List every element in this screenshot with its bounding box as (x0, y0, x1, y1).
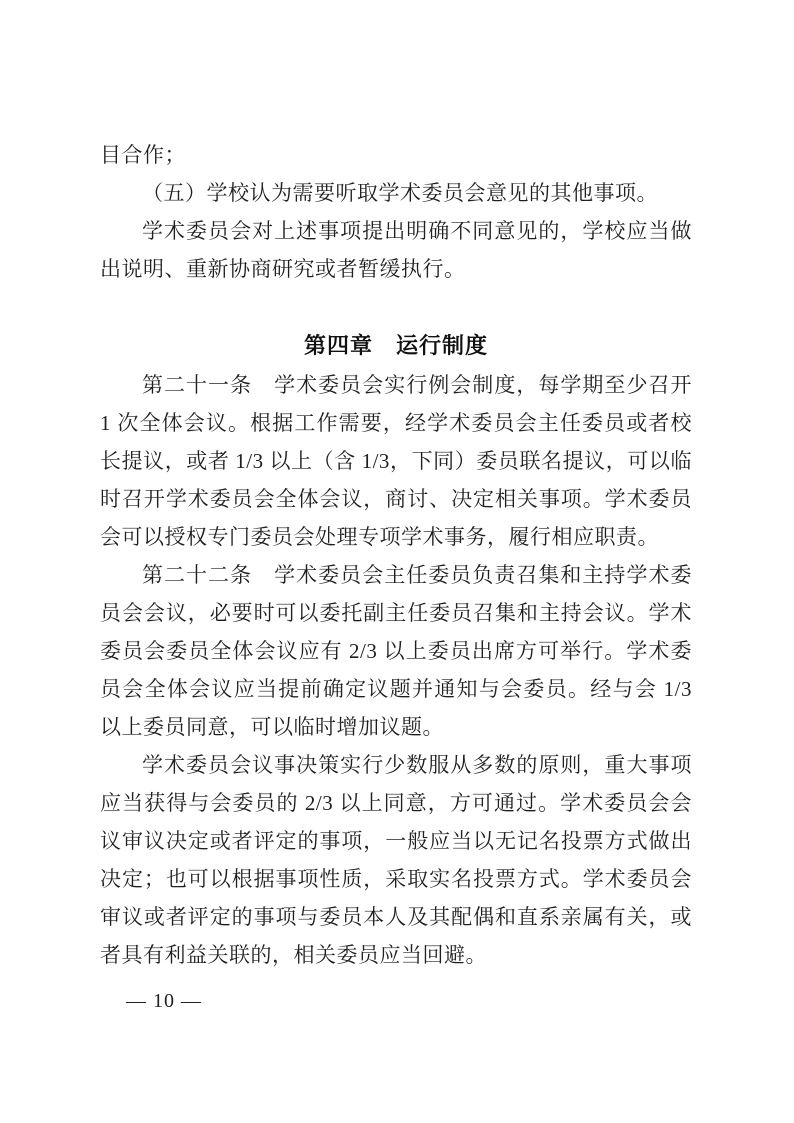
list-item-5: （五）学校认为需要听取学术委员会意见的其他事项。 (142, 181, 658, 205)
document-body (100, 136, 692, 974)
article-22-paragraph: 第二十二条 学术委员会主任委员负责召集和主持学术委员会会议，必要时可以委托副主任委员召集和主持会议。学术委员会委员全体会议应有 2/3 以上委员出席方可举行。学术委员会全体会议应当提前确定议题并通知与会委员。经与会 1/3 以上委员同意，可以临时增加议题。 (100, 563, 692, 739)
disagreement-paragraph: 学术委员会对上述事项提出明确不同意见的，学校应当做出说明、重新协商研究或者暂缓执行。 (100, 219, 692, 281)
page-number: — 10 — (126, 990, 202, 1012)
continuation-line: 目合作； (100, 143, 186, 167)
article-21-paragraph: 第二十一条 学术委员会实行例会制度，每学期至少召开 1 次全体会议。根据工作需要，经学术委员会主任委员或者校长提议，或者 1/3 以上（含 1/3，下同）委员联名提议，可以临时召开学术委员会全体会议，商讨、决定相关事项。学术委员会可以授权专门委员会处理专项学术事务，履行相应职责。 (100, 373, 692, 549)
decision-rules-paragraph: 学术委员会议事决策实行少数服从多数的原则，重大事项应当获得与会委员的 2/3 以上同意，方可通过。学术委员会会议审议决定或者评定的事项，一般应当以无记名投票方式做出决定；也可以根据事项性质，采取实名投票方式。学术委员会审议或者评定的事项与委员本人及其配偶和直系亲属有关，或者具有利益关联的，相关委员应当回避。 (100, 753, 692, 967)
chapter-4-heading: 第四章 运行制度 (303, 333, 488, 358)
